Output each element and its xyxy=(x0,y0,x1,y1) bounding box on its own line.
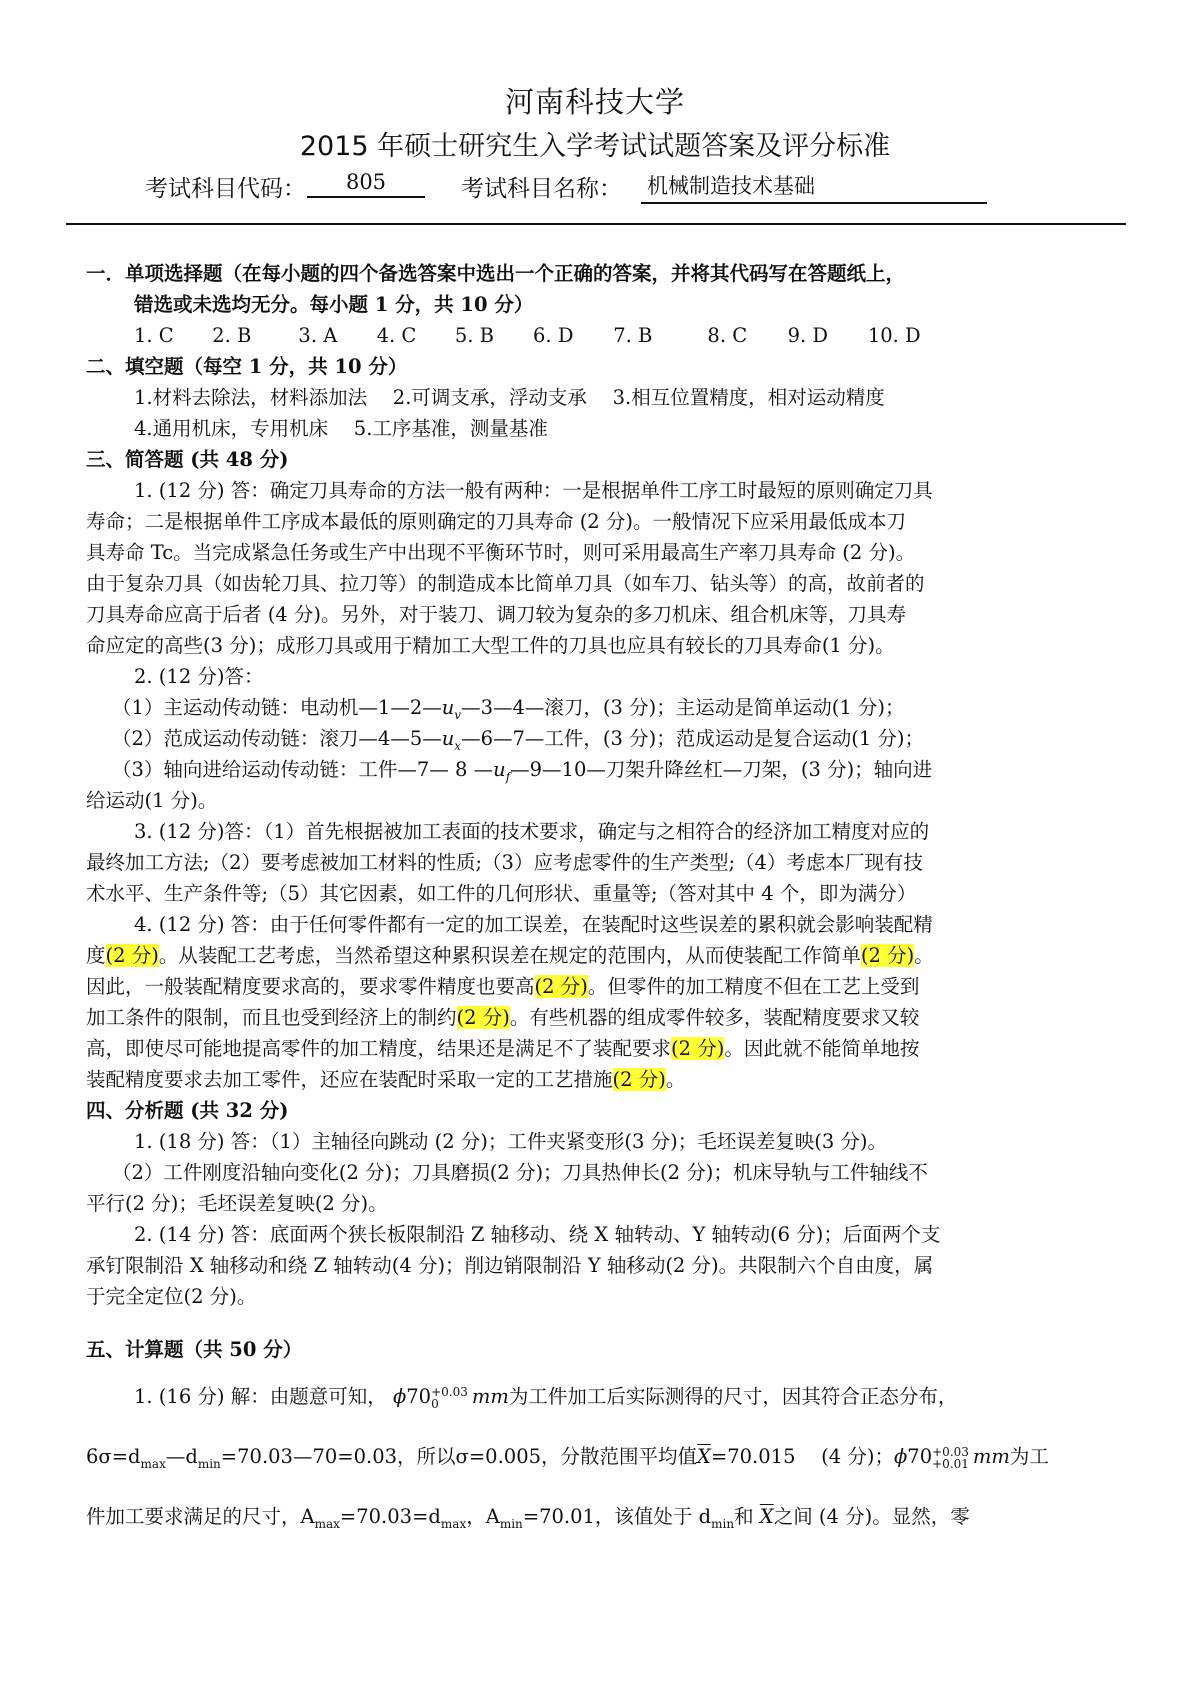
tolerance xyxy=(431,1386,468,1410)
q4-2-line3: 于完全定位(2 分)。 xyxy=(86,1285,257,1308)
q3-4-line1: 4. (12 分) 答：由于任何零件都有一定的加工误差，在装配时这些误差的累积就会影响装配精 xyxy=(134,913,933,936)
subject-name-value: 机械制造技术基础 xyxy=(641,170,987,204)
section4-heading: 四、分析题 (共 32 分) xyxy=(86,1099,289,1122)
lower-tolerance: 0 xyxy=(431,1396,439,1411)
dimension-70: 70 xyxy=(406,1385,432,1408)
q3-2-line3 xyxy=(86,754,1116,785)
header-divider xyxy=(66,223,1126,225)
document-title: 2015 年硕士研究生入学考试试题答案及评分标准 xyxy=(299,131,891,162)
answer-body xyxy=(86,258,1116,1537)
answer-9: 9. D xyxy=(787,324,829,347)
text: =70.015 (4 分)； xyxy=(710,1445,894,1468)
text: 。 xyxy=(665,1068,686,1091)
text: =70.03—70=0.03，所以σ=0.005，分散范围平均值 xyxy=(220,1445,698,1468)
q4-1-line3: 平行(2 分)；毛坯误差复映(2 分)。 xyxy=(86,1192,388,1215)
text: 。因此就不能简单地按 xyxy=(724,1037,920,1060)
text: 加工条件的限制，而且也受到经济上的制约 xyxy=(86,1006,457,1029)
phi-symbol: ϕ xyxy=(894,1445,908,1468)
answer-10: 10. D xyxy=(867,324,921,347)
spacer xyxy=(86,1312,1116,1334)
text: 件加工要求满足的尺寸，A xyxy=(86,1505,315,1528)
answer-4: 4. C xyxy=(376,324,417,347)
subscript-max: max xyxy=(140,1456,166,1471)
q3-1-line6: 命应定的高些(3 分)；成形刀具或用于精加工大型工件的刀具也应具有较长的刀具寿命(1 分)。 xyxy=(86,634,895,657)
subscript-v: v xyxy=(454,707,462,722)
answer-1: 1. C xyxy=(134,324,174,347)
q4-2-line2: 承钉限制沿 X 轴移动和绕 Z 轴转动(4 分)；削边销限制沿 Y 轴移动(2 分)。共限制六个自由度，属 xyxy=(86,1254,934,1277)
symbol-u: u xyxy=(493,758,506,781)
text: 和 xyxy=(734,1505,754,1528)
text: 为工 xyxy=(1009,1445,1049,1468)
q3-1-line1: 1. (12 分) 答：确定刀具寿命的方法一般有两种：一是根据单件工序工时最短的原则确定刀具 xyxy=(134,479,933,502)
dimension-70: 70 xyxy=(907,1445,933,1468)
q3-2-line4: 给运动(1 分)。 xyxy=(86,789,218,812)
text: 度 xyxy=(86,944,106,967)
answer-3: 3. A xyxy=(298,324,338,347)
q3-1-line4: 由于复杂刀具（如齿轮刀具、拉刀等）的制造成本比简单刀具（如车刀、钻头等）的高，故前者的 xyxy=(86,572,925,595)
text: 。 xyxy=(914,944,934,967)
symbol-u: u xyxy=(441,727,455,750)
q3-2-line2 xyxy=(86,723,1116,754)
highlighted-score: (2 分) xyxy=(671,1037,725,1060)
highlighted-score: (2 分) xyxy=(105,944,159,967)
subject-info-row xyxy=(145,170,1045,210)
q3-1-line2: 寿命；二是根据单件工序成本最低的原则确定的刀具寿命 (2 分)。一般情况下应采用最低成本刀 xyxy=(86,510,907,533)
section1-answers xyxy=(86,320,1116,351)
highlighted-score: (2 分) xyxy=(612,1068,666,1091)
subscript-max: max xyxy=(440,1516,467,1531)
q3-3-line3: 术水平、生产条件等;（5）其它因素，如工件的几何形状、重量等;（答对其中 4 个，即为满分） xyxy=(86,882,917,905)
text: 1. (16 分) 解：由题意可知， xyxy=(134,1385,387,1408)
answer-7: 7. B xyxy=(613,324,653,347)
x-bar: $\overline{X}$ xyxy=(759,1505,774,1528)
q3-1-line3: 具寿命 Tc。当完成紧急任务或生产中出现不平衡环节时，则可采用最高生产率刀具寿命 (2 分)。 xyxy=(86,541,916,564)
text: 为工件加工后实际测得的尺寸，因其符合正态分布， xyxy=(508,1385,958,1408)
q3-2-head: 2. (12 分)答： xyxy=(134,665,264,688)
q3-2-line1 xyxy=(86,692,1116,723)
text: （1）主运动传动链：电动机—1—2— xyxy=(112,696,442,719)
text: ，A xyxy=(466,1505,500,1528)
highlighted-score: (2 分) xyxy=(456,1006,510,1029)
answer-5: 5. B xyxy=(454,324,494,347)
q3-4-line4 xyxy=(86,1002,1116,1033)
text: 。有些机器的组成零件较多，装配精度要求又较 xyxy=(509,1006,920,1029)
tolerance xyxy=(932,1446,969,1470)
text: 装配精度要求去加工零件，还应在装配时采取一定的工艺措施 xyxy=(86,1068,613,1091)
q3-4-line5 xyxy=(86,1033,1116,1064)
highlighted-score: (2 分) xyxy=(534,975,588,998)
q3-4-line6 xyxy=(86,1064,1116,1095)
symbol-u: u xyxy=(441,696,455,719)
subscript-max: max xyxy=(314,1516,340,1531)
text: =70.01，该值处于 d xyxy=(522,1505,712,1528)
q3-1-line5: 刀具寿命应高于后者 (4 分)。另外，对于装刀、调刀较为复杂的多刀机床、组合机床等，刀具寿 xyxy=(86,603,907,626)
section3-heading: 三、简答题 (共 48 分) xyxy=(86,448,289,471)
university-name: 河南科技大学 xyxy=(504,85,685,119)
answer-2: 2. B xyxy=(212,324,252,347)
text: 之间 (4 分)。显然，零 xyxy=(773,1505,970,1528)
section1-heading: 一．单项选择题（在每小题的四个备选答案中选出一个正确的答案，并将其代码写在答题纸上， xyxy=(86,262,906,285)
text: （3）轴向进给运动传动链：工件—7— 8 — xyxy=(112,758,494,781)
text: —9—10—刀架升降丝杠—刀架，(3 分)；轴向进 xyxy=(510,758,933,781)
subscript-min: min xyxy=(197,1456,221,1471)
subject-code-value: 805 xyxy=(307,170,425,198)
subject-code-label: 考试科目代码： xyxy=(145,176,306,202)
text: 6σ=d xyxy=(86,1445,141,1468)
q5-1-line3 xyxy=(86,1497,1116,1537)
text: —d xyxy=(165,1445,198,1468)
unit-mm: mm xyxy=(471,1385,509,1408)
q5-1-line1 xyxy=(86,1377,1116,1437)
subscript-min: min xyxy=(711,1516,735,1531)
text: （2）范成运动传动链：滚刀—4—5— xyxy=(112,727,442,750)
upper-tolerance: +0.03 xyxy=(431,1384,468,1399)
q3-3-line1: 3. (12 分)答：（1）首先根据被加工表面的技术要求，确定与之相符合的经济加工精度对应的 xyxy=(134,820,930,843)
subscript-f: f xyxy=(505,769,511,784)
section2-heading: 二、填空题（每空 1 分，共 10 分） xyxy=(86,355,408,378)
subscript-min: min xyxy=(499,1516,523,1531)
section2-line2: 4.通用机床，专用机床 5.工序基准，测量基准 xyxy=(134,417,548,440)
subject-name-label: 考试科目名称： xyxy=(461,176,622,202)
text: —3—4—滚刀，(3 分)；主运动是简单运动(1 分)； xyxy=(461,696,905,719)
lower-tolerance: +0.01 xyxy=(932,1456,969,1471)
upper-tolerance: +0.03 xyxy=(932,1444,969,1459)
answer-6: 6. D xyxy=(533,324,574,347)
q4-1-line2: （2）工件刚度沿轴向变化(2 分)；刀具磨损(2 分)；刀具热伸长(2 分)；机床导轨与工件轴线不 xyxy=(112,1161,928,1184)
text: 高，即使尽可能地提高零件的加工精度，结果还是满足不了装配要求 xyxy=(86,1037,672,1060)
text: 。从装配工艺考虑，当然希望这种累积误差在规定的范围内，从而使装配工作简单 xyxy=(158,944,861,967)
subscript-x: x xyxy=(454,738,462,753)
section5-heading: 五、计算题（共 50 分） xyxy=(86,1338,303,1361)
q3-4-line2 xyxy=(86,940,1116,971)
text: 。但零件的加工精度不但在工艺上受到 xyxy=(587,975,920,998)
text: 因此，一般装配精度要求高的，要求零件精度也要高 xyxy=(86,975,535,998)
spacer xyxy=(86,1365,1116,1377)
text: —6—7—工件，(3 分)；范成运动是复合运动(1 分)； xyxy=(461,727,925,750)
x-bar: $\overline{X}$ xyxy=(697,1445,711,1468)
answer-8: 8. C xyxy=(707,324,748,347)
highlighted-score: (2 分) xyxy=(860,944,915,967)
q5-1-line2 xyxy=(86,1437,1116,1497)
q3-3-line2: 最终加工方法;（2）要考虑被加工材料的性质;（3）应考虑零件的生产类型;（4）考虑本厂现有技 xyxy=(86,851,923,874)
phi-symbol: ϕ xyxy=(392,1385,407,1408)
section1-heading-cont: 错选或未选均无分。每小题 1 分，共 10 分） xyxy=(134,293,534,316)
unit-mm: mm xyxy=(972,1445,1010,1468)
section2-line1: 1.材料去除法，材料添加法 2.可调支承，浮动支承 3.相互位置精度，相对运动精度 xyxy=(134,386,885,409)
text: =70.03=d xyxy=(339,1505,441,1528)
q3-4-line3 xyxy=(86,971,1116,1002)
q4-2-line1: 2. (14 分) 答：底面两个狭长板限制沿 Z 轴移动、绕 X 轴转动、Y 轴转动(6 分)；后面两个支 xyxy=(134,1223,941,1246)
q4-1-line1: 1. (18 分) 答：（1）主轴径向跳动 (2 分)；工件夹紧变形(3 分)；毛坯误差复映(3 分)。 xyxy=(134,1130,888,1153)
